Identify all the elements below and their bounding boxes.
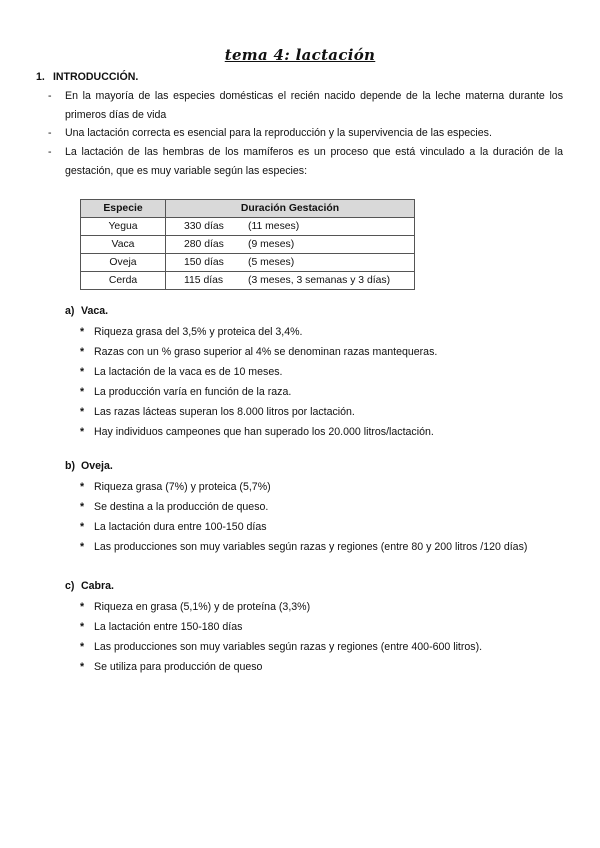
table-header-duration: Duración Gestación xyxy=(166,200,415,218)
intro-point-text: En la mayoría de las especies domésticas el recién nacido depende de la leche materna durante los primeros días de vida xyxy=(65,90,563,121)
bullet-marker: * xyxy=(80,621,85,633)
list-item-text: Las producciones son muy variables según razas y regiones (entre 80 y 200 litros /120 días) xyxy=(94,541,528,553)
intro-point-3 xyxy=(48,143,563,181)
duration-days: 150 días xyxy=(184,257,224,268)
list-item xyxy=(80,325,302,339)
list-item xyxy=(80,425,434,439)
list-item-text: La lactación de la vaca es de 10 meses. xyxy=(94,366,283,378)
list-item xyxy=(80,540,527,554)
duration-detail: (9 meses) xyxy=(248,239,295,250)
list-item xyxy=(80,385,291,399)
bullet-marker: * xyxy=(80,521,85,533)
dash-marker: - xyxy=(48,127,52,139)
bullet-marker: * xyxy=(80,426,85,438)
duration-days: 330 días xyxy=(184,221,224,232)
species-cell: Yegua xyxy=(81,218,166,236)
list-item-text: Riqueza en grasa (5,1%) y de proteína (3,3%) xyxy=(94,601,311,613)
subsection-letter: c) xyxy=(65,580,75,592)
species-cell: Cerda xyxy=(81,272,166,290)
list-item-text: Las producciones son muy variables según razas y regiones (entre 400-600 litros). xyxy=(94,641,483,653)
bullet-marker: * xyxy=(80,501,85,513)
gestation-table xyxy=(80,199,415,290)
list-item xyxy=(80,600,310,614)
species-cell: Oveja xyxy=(81,254,166,272)
list-item-text: Razas con un % graso superior al 4% se denominan razas mantequeras. xyxy=(94,346,438,358)
list-item xyxy=(80,500,268,514)
table-header-row xyxy=(81,200,415,218)
table-row xyxy=(81,236,415,254)
bullet-marker: * xyxy=(80,406,85,418)
intro-point-2 xyxy=(48,124,563,143)
duration-days: 115 días xyxy=(184,275,224,286)
intro-point-text: La lactación de las hembras de los mamíferos es un proceso que está vinculado a la duración de la gestación, que es muy variable según las especies: xyxy=(65,146,563,177)
subsection-title: Vaca. xyxy=(81,305,109,317)
list-item xyxy=(80,345,437,359)
bullet-marker: * xyxy=(80,541,85,553)
duration-detail: (11 meses) xyxy=(248,221,300,232)
species-cell: Vaca xyxy=(81,236,166,254)
list-item xyxy=(80,480,271,494)
duration-cell xyxy=(166,236,415,254)
section-title: INTRODUCCIÓN. xyxy=(52,71,139,83)
dash-marker: - xyxy=(48,146,52,158)
duration-cell xyxy=(166,254,415,272)
duration-detail: (5 meses) xyxy=(248,257,295,268)
duration-detail: (3 meses, 3 semanas y 3 días) xyxy=(248,275,391,286)
list-item xyxy=(80,620,242,634)
bullet-marker: * xyxy=(80,481,85,493)
list-item-text: Las razas lácteas superan los 8.000 litros por lactación. xyxy=(94,406,355,418)
bullet-marker: * xyxy=(80,601,85,613)
list-item xyxy=(80,405,355,419)
table-row xyxy=(81,254,415,272)
subsection-title: Oveja. xyxy=(81,460,113,472)
subsection-heading-cabra xyxy=(65,580,114,592)
list-item-text: Hay individuos campeones que han superado los 20.000 litros/lactación. xyxy=(94,426,434,438)
table-row xyxy=(81,272,415,290)
section-number: 1. xyxy=(36,71,45,83)
list-item xyxy=(80,640,482,654)
table-row xyxy=(81,218,415,236)
bullet-marker: * xyxy=(80,366,85,378)
bullet-marker: * xyxy=(80,326,85,338)
section-heading-introduccion xyxy=(36,71,138,83)
bullet-marker: * xyxy=(80,641,85,653)
duration-days: 280 días xyxy=(184,239,224,250)
list-item-text: La lactación entre 150-180 días xyxy=(94,621,243,633)
list-item-text: Se utiliza para producción de queso xyxy=(94,661,263,673)
bullet-marker: * xyxy=(80,386,85,398)
duration-cell xyxy=(166,272,415,290)
list-item-text: La producción varía en función de la raza. xyxy=(94,386,292,398)
dash-marker: - xyxy=(48,90,52,102)
subsection-heading-vaca xyxy=(65,305,108,317)
subsection-title: Cabra. xyxy=(81,580,114,592)
duration-cell xyxy=(166,218,415,236)
bullet-marker: * xyxy=(80,346,85,358)
table-header-species: Especie xyxy=(81,200,166,218)
intro-point-1 xyxy=(48,87,563,125)
intro-point-text: Una lactación correcta es esencial para la reproducción y la supervivencia de las especies. xyxy=(65,127,492,139)
page-title: tema 4: lactación xyxy=(224,46,376,64)
list-item xyxy=(80,365,282,379)
subsection-letter: a) xyxy=(65,305,75,317)
list-item xyxy=(80,660,262,674)
subsection-letter: b) xyxy=(65,460,75,472)
bullet-marker: * xyxy=(80,661,85,673)
list-item-text: Riqueza grasa (7%) y proteica (5,7%) xyxy=(94,481,271,493)
subsection-heading-oveja xyxy=(65,460,113,472)
list-item-text: La lactación dura entre 100-150 días xyxy=(94,521,267,533)
list-item-text: Se destina a la producción de queso. xyxy=(94,501,269,513)
list-item-text: Riqueza grasa del 3,5% y proteica del 3,4%. xyxy=(94,326,303,338)
list-item xyxy=(80,520,267,534)
